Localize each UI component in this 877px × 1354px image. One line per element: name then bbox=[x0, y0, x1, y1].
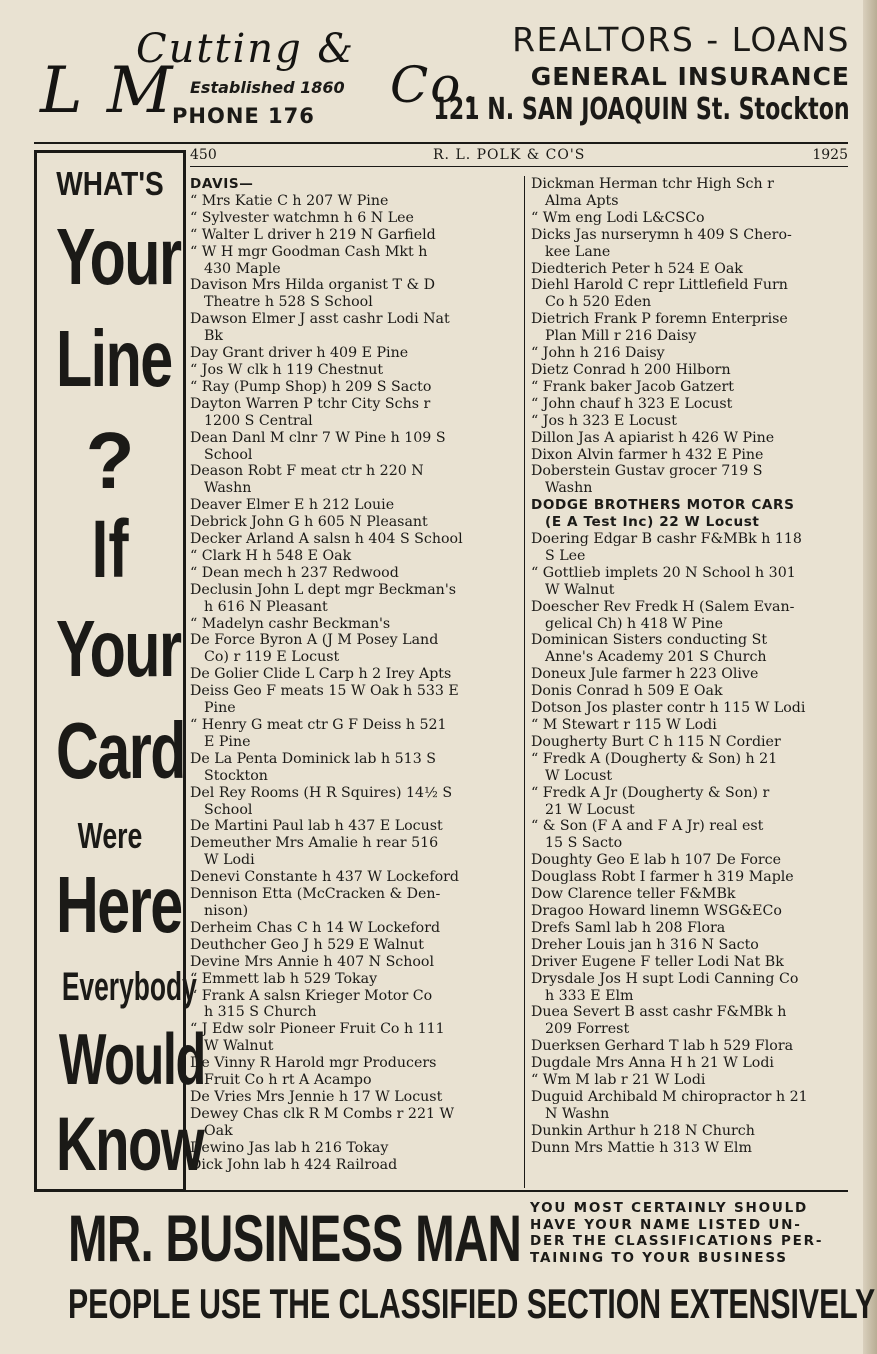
listing-text: Dow Clarence teller F&MBk bbox=[531, 886, 736, 903]
listing-text: “ Ray (Pump Shop) h 209 S Sacto bbox=[190, 378, 432, 395]
listing-text: “ Fredk A (Dougherty & Son) h 21 bbox=[531, 750, 778, 767]
listing-entry bbox=[190, 463, 520, 497]
ad-side-line: HAVE YOUR NAME LISTED UN- bbox=[530, 1216, 802, 1233]
listing-entry bbox=[531, 666, 851, 683]
listing-entry bbox=[531, 599, 851, 633]
listing-entry bbox=[531, 1089, 851, 1123]
listing-continuation: nison) bbox=[204, 902, 249, 919]
logo-cutting: Cutting & bbox=[136, 26, 355, 72]
listing-text: Dennison Etta (McCracken & Den- bbox=[190, 886, 441, 903]
realtors-loans-text: REALTORS - LOANS bbox=[512, 20, 850, 59]
listing-entry bbox=[531, 311, 851, 345]
listing-text: “ & Son (F A and F A Jr) real est bbox=[531, 818, 764, 835]
address-text: 121 N. SAN JOAQUIN St. Stockton bbox=[433, 92, 850, 127]
established-text: Established 1860 bbox=[190, 78, 345, 97]
listing-entry bbox=[190, 277, 520, 311]
listing-text: “ Emmett lab h 529 Tokay bbox=[190, 970, 378, 987]
phone-text: PHONE 176 bbox=[172, 104, 315, 128]
listing-entry bbox=[190, 497, 520, 514]
listing-text: Dugdale Mrs Anna H h 21 W Lodi bbox=[531, 1055, 774, 1072]
listing-text: Dunkin Arthur h 218 N Church bbox=[531, 1122, 755, 1139]
listing-continuation: Co h 520 Eden bbox=[545, 294, 652, 311]
listing-continuation: Fruit Co h rt A Acampo bbox=[204, 1072, 372, 1089]
listing-entry bbox=[190, 1021, 520, 1055]
listing-entry bbox=[531, 497, 851, 531]
listing-entry bbox=[531, 1055, 851, 1072]
listing-text: DODGE BROTHERS MOTOR CARS bbox=[531, 497, 795, 514]
listing-continuation: 1200 S Central bbox=[204, 412, 313, 429]
listing-text: Del Rey Rooms (H R Squires) 14½ S bbox=[190, 784, 453, 801]
listing-entry bbox=[531, 734, 851, 751]
listing-entry bbox=[190, 869, 520, 886]
running-head bbox=[190, 147, 848, 167]
listing-continuation: W Walnut bbox=[545, 581, 615, 598]
running-head-rule bbox=[190, 166, 848, 167]
listing-text: “ Mrs Katie C h 207 W Pine bbox=[190, 192, 389, 209]
listing-text: Dragoo Howard linemn WSG&ECo bbox=[531, 902, 782, 919]
listing-entry bbox=[531, 210, 851, 227]
listing-text: Duerksen Gerhard T lab h 529 Flora bbox=[531, 1038, 794, 1055]
directory-year: 1925 bbox=[812, 147, 848, 163]
listing-entry bbox=[190, 379, 520, 396]
ad-side-line: DER THE CLASSIFICATIONS PER- bbox=[530, 1233, 824, 1250]
listing-continuation: Anne's Academy 201 S Church bbox=[545, 649, 767, 666]
listing-entry bbox=[531, 1004, 851, 1038]
listing-entry bbox=[190, 548, 520, 565]
listing-entry bbox=[190, 666, 520, 683]
listing-entry bbox=[531, 1072, 851, 1089]
listing-text: Deuthcher Geo J h 529 E Walnut bbox=[190, 936, 424, 953]
listing-continuation: Bk bbox=[204, 328, 224, 345]
listing-text: Deiss Geo F meats 15 W Oak h 533 E bbox=[190, 683, 459, 700]
listing-continuation: Stockton bbox=[204, 767, 268, 784]
listing-entry bbox=[531, 785, 851, 819]
listing-entry bbox=[531, 818, 851, 852]
listing-text: Drefs Saml lab h 208 Flora bbox=[531, 919, 726, 936]
listing-text: Dixon Alvin farmer h 432 E Pine bbox=[531, 446, 764, 463]
listing-entry bbox=[531, 971, 851, 1005]
book-spine-shadow bbox=[863, 0, 877, 1354]
listing-entry bbox=[531, 463, 851, 497]
listing-continuation: kee Lane bbox=[545, 243, 611, 260]
listing-entry bbox=[531, 700, 851, 717]
bottom-advertisement bbox=[36, 1194, 876, 1344]
side-ad-word: Know bbox=[55, 1102, 204, 1187]
listing-entry bbox=[190, 683, 520, 717]
listing-text: “ Frank A salsn Krieger Motor Co bbox=[190, 987, 433, 1004]
ad-headline: MR. BUSINESS MAN bbox=[68, 1201, 522, 1275]
listing-continuation: Co) r 119 E Locust bbox=[204, 649, 340, 666]
listing-text: Driver Eugene F teller Lodi Nat Bk bbox=[531, 953, 784, 970]
right-listing-column bbox=[531, 176, 851, 1157]
listing-entry bbox=[531, 261, 851, 278]
listing-continuation: h 616 N Pleasant bbox=[204, 598, 328, 615]
listing-entry bbox=[190, 396, 520, 430]
listing-entry bbox=[190, 1055, 520, 1089]
listing-entry bbox=[190, 954, 520, 971]
listing-text: “ Walter L driver h 219 N Garfield bbox=[190, 226, 436, 243]
listing-continuation: Washn bbox=[545, 480, 593, 497]
listing-text: Dominican Sisters conducting St bbox=[531, 632, 768, 649]
listing-entry bbox=[531, 920, 851, 937]
listing-text: “ W H mgr Goodman Cash Mkt h bbox=[190, 243, 428, 260]
side-ad-word: Would bbox=[58, 1020, 205, 1100]
listing-text: Diehl Harold C repr Littlefield Furn bbox=[531, 277, 788, 294]
listing-entry bbox=[190, 1157, 520, 1174]
listing-text: Devine Mrs Annie h 407 N School bbox=[190, 953, 435, 970]
footer-rule bbox=[34, 1190, 848, 1192]
general-insurance-text: GENERAL INSURANCE bbox=[530, 62, 850, 91]
listing-entry bbox=[531, 1140, 851, 1157]
listing-continuation: 15 S Sacto bbox=[545, 835, 623, 852]
listing-text: “ John chauf h 323 E Locust bbox=[531, 395, 733, 412]
listing-text: Dreher Louis jan h 316 N Sacto bbox=[531, 936, 759, 953]
listing-text: “ Henry G meat ctr G F Deiss h 521 bbox=[190, 717, 447, 733]
listing-text: Doescher Rev Fredk H (Salem Evan- bbox=[531, 598, 795, 615]
listing-entry bbox=[531, 632, 851, 666]
listing-text: Dillon Jas A apiarist h 426 W Pine bbox=[531, 429, 775, 446]
listing-entry bbox=[190, 1089, 520, 1106]
side-ad-word: Your bbox=[55, 212, 181, 301]
listing-entry bbox=[190, 582, 520, 616]
listing-entry bbox=[531, 683, 851, 700]
listing-text: “ Fredk A Jr (Dougherty & Son) r bbox=[531, 784, 770, 801]
listing-text: Day Grant driver h 409 E Pine bbox=[190, 345, 409, 362]
listing-text: Dietrich Frank P foremn Enterprise bbox=[531, 311, 788, 328]
listing-entry bbox=[190, 937, 520, 954]
listing-continuation: h 333 E Elm bbox=[545, 987, 634, 1004]
listing-entry bbox=[190, 988, 520, 1022]
listing-text: Dickman Herman tchr High Sch r bbox=[531, 176, 774, 192]
listing-text: Dougherty Burt C h 115 N Cordier bbox=[531, 733, 781, 750]
listing-entry bbox=[190, 210, 520, 227]
side-advertisement bbox=[34, 150, 205, 1192]
listing-text: Deaver Elmer E h 212 Louie bbox=[190, 497, 395, 514]
listing-entry bbox=[531, 1123, 851, 1140]
ad-side-line: TAINING TO YOUR BUSINESS bbox=[530, 1249, 788, 1266]
listing-entry bbox=[190, 565, 520, 582]
listing-entry bbox=[531, 903, 851, 920]
listing-entry bbox=[531, 751, 851, 785]
listing-entry bbox=[531, 227, 851, 261]
side-ad-word: If bbox=[91, 504, 129, 595]
listing-entry bbox=[190, 751, 520, 785]
listing-text: Dick John lab h 424 Railroad bbox=[190, 1156, 398, 1173]
listing-text: De Vinny R Harold mgr Producers bbox=[190, 1055, 437, 1072]
listing-entry bbox=[531, 345, 851, 362]
listing-text: Derheim Chas C h 14 W Lockeford bbox=[190, 919, 441, 936]
listing-text: “ Jos h 323 E Locust bbox=[531, 412, 677, 429]
listing-continuation: School bbox=[204, 446, 253, 463]
listing-entry bbox=[190, 785, 520, 819]
listing-text: Douglass Robt I farmer h 319 Maple bbox=[531, 869, 794, 886]
listing-entry bbox=[531, 430, 851, 447]
listing-entry bbox=[190, 430, 520, 464]
listing-text: Declusin John L dept mgr Beckman's bbox=[190, 581, 456, 598]
side-ad-word: Line bbox=[55, 314, 172, 403]
page-number: 450 bbox=[190, 147, 217, 163]
listing-entry bbox=[190, 227, 520, 244]
listing-entry bbox=[531, 277, 851, 311]
listing-entry bbox=[531, 379, 851, 396]
listing-text: Donis Conrad h 509 E Oak bbox=[531, 683, 723, 700]
listing-entry bbox=[531, 447, 851, 464]
header-rule bbox=[34, 142, 848, 144]
listing-entry bbox=[190, 920, 520, 937]
listing-entry bbox=[531, 852, 851, 869]
listing-continuation: Washn bbox=[204, 480, 252, 497]
listing-entry bbox=[531, 362, 851, 379]
listing-text: DAVIS— bbox=[190, 176, 254, 192]
listing-text: “ John h 216 Daisy bbox=[531, 345, 665, 362]
listing-text: “ Dean mech h 237 Redwood bbox=[190, 564, 399, 581]
listing-text: Demeuther Mrs Amalie h rear 516 bbox=[190, 835, 439, 852]
listing-text: “ Jos W clk h 119 Chestnut bbox=[190, 361, 384, 378]
listing-entry bbox=[531, 937, 851, 954]
listing-text: “ Wm M lab r 21 W Lodi bbox=[531, 1072, 706, 1089]
listing-text: Dawson Elmer J asst cashr Lodi Nat bbox=[190, 311, 450, 328]
listing-continuation: W Lodi bbox=[204, 852, 255, 869]
listing-text: Duguid Archibald M chiropractor h 21 bbox=[531, 1088, 808, 1105]
listing-entry bbox=[531, 396, 851, 413]
listing-continuation: (E A Test Inc) 22 W Locust bbox=[545, 514, 760, 531]
logo-initials: L M bbox=[40, 54, 175, 128]
logo-co: Co. bbox=[390, 56, 480, 114]
listing-text: Dean Danl M clnr 7 W Pine h 109 S bbox=[190, 429, 446, 446]
listing-entry bbox=[190, 632, 520, 666]
ad-side-line: YOU MOST CERTAINLY SHOULD bbox=[530, 1200, 809, 1216]
listing-text: Dotson Jos plaster contr h 115 W Lodi bbox=[531, 700, 806, 717]
header-advertisement bbox=[30, 12, 850, 144]
listing-continuation: 209 Forrest bbox=[545, 1021, 630, 1038]
listing-text: Debrick John G h 605 N Pleasant bbox=[190, 514, 428, 531]
listing-text: “ Frank baker Jacob Gatzert bbox=[531, 378, 734, 395]
side-ad-word: Everybody bbox=[61, 965, 197, 1009]
listing-entry bbox=[531, 886, 851, 903]
listing-continuation: School bbox=[204, 801, 253, 818]
listing-continuation: 21 W Locust bbox=[545, 801, 635, 818]
listing-text: “ Gottlieb implets 20 N School h 301 bbox=[531, 564, 796, 581]
listing-continuation: W Walnut bbox=[204, 1038, 274, 1055]
listing-text: Denevi Constante h 437 W Lockeford bbox=[190, 869, 459, 886]
listing-text: Dicks Jas nurserymn h 409 S Chero- bbox=[531, 226, 792, 243]
listing-text: Doering Edgar B cashr F&MBk h 118 bbox=[531, 531, 802, 548]
listing-continuation: Plan Mill r 216 Daisy bbox=[545, 328, 697, 345]
listing-continuation: 430 Maple bbox=[204, 260, 281, 277]
listing-entry bbox=[190, 616, 520, 633]
listing-continuation: Pine bbox=[204, 700, 236, 717]
listing-entry bbox=[531, 531, 851, 565]
listing-text: Decker Arland A salsn h 404 S School bbox=[190, 531, 463, 548]
listing-text: Dunn Mrs Mattie h 313 W Elm bbox=[531, 1139, 752, 1156]
listing-text: “ Sylvester watchmn h 6 N Lee bbox=[190, 209, 414, 226]
listing-text: “ Wm eng Lodi L&CSCo bbox=[531, 209, 705, 226]
listing-text: “ Clark H h 548 E Oak bbox=[190, 547, 352, 564]
listing-entry bbox=[531, 717, 851, 734]
left-listing-column bbox=[190, 176, 520, 1173]
listing-text: Dewey Chas clk R M Combs r 221 W bbox=[190, 1105, 455, 1122]
listing-entry bbox=[190, 244, 520, 278]
listing-entry bbox=[531, 176, 851, 210]
listing-text: Doberstein Gustav grocer 719 S bbox=[531, 463, 763, 480]
listing-continuation: Oak bbox=[204, 1122, 233, 1139]
listing-entry bbox=[190, 311, 520, 345]
listing-entry bbox=[190, 717, 520, 751]
listing-continuation: W Locust bbox=[545, 767, 613, 784]
column-divider bbox=[524, 176, 525, 1188]
listing-text: Doughty Geo E lab h 107 De Force bbox=[531, 852, 781, 869]
listing-entry bbox=[190, 818, 520, 835]
listing-text: Davison Mrs Hilda organist T & D bbox=[190, 277, 435, 294]
listing-text: “ J Edw solr Pioneer Fruit Co h 111 bbox=[190, 1021, 445, 1038]
publisher-title: R. L. POLK & CO'S bbox=[433, 147, 586, 163]
listing-entry bbox=[190, 531, 520, 548]
listing-entry bbox=[190, 193, 520, 210]
listing-continuation: gelical Ch) h 418 W Pine bbox=[545, 615, 723, 632]
listing-text: De Vries Mrs Jennie h 17 W Locust bbox=[190, 1088, 443, 1105]
listing-text: “ Madelyn cashr Beckman's bbox=[190, 615, 391, 632]
listing-continuation: E Pine bbox=[204, 733, 251, 750]
listing-entry bbox=[190, 971, 520, 988]
listing-continuation: Alma Apts bbox=[545, 192, 619, 209]
listing-entry bbox=[190, 362, 520, 379]
listing-text: De Golier Clide L Carp h 2 Irey Apts bbox=[190, 666, 452, 683]
listing-text: De Force Byron A (J M Posey Land bbox=[190, 632, 439, 649]
ad-tagline: PEOPLE USE THE CLASSIFIED SECTION EXTENSIVELY bbox=[68, 1280, 876, 1327]
listing-continuation: N Washn bbox=[545, 1105, 610, 1122]
listing-entry bbox=[190, 345, 520, 362]
listing-text: Deason Robt F meat ctr h 220 N bbox=[190, 463, 424, 480]
listing-text: Diedterich Peter h 524 E Oak bbox=[531, 260, 743, 277]
listing-text: Dayton Warren P tchr City Schs r bbox=[190, 395, 431, 412]
side-ad-word: Were bbox=[77, 815, 143, 856]
side-ad-word: WHAT'S bbox=[56, 165, 164, 202]
listing-text: “ M Stewart r 115 W Lodi bbox=[531, 717, 717, 733]
listing-entry bbox=[531, 413, 851, 430]
ad-side-text bbox=[530, 1200, 836, 1266]
side-ad-word: Card bbox=[55, 706, 185, 795]
listing-entry bbox=[531, 869, 851, 886]
listing-text: De La Penta Dominick lab h 513 S bbox=[190, 750, 436, 767]
listing-continuation: S Lee bbox=[545, 547, 586, 564]
listing-entry bbox=[190, 514, 520, 531]
listing-entry bbox=[190, 1140, 520, 1157]
listing-continuation: Theatre h 528 S School bbox=[204, 294, 373, 311]
listing-entry bbox=[531, 1038, 851, 1055]
listing-text: Dewino Jas lab h 216 Tokay bbox=[190, 1139, 389, 1156]
listing-continuation: h 315 S Church bbox=[204, 1004, 317, 1021]
surname-heading bbox=[190, 176, 520, 193]
listing-text: Duea Severt B asst cashr F&MBk h bbox=[531, 1004, 787, 1021]
side-ad-word: Here bbox=[55, 860, 182, 949]
listing-text: De Martini Paul lab h 437 E Locust bbox=[190, 818, 443, 835]
listing-text: Doneux Jule farmer h 223 Olive bbox=[531, 666, 759, 683]
listing-entry bbox=[190, 835, 520, 869]
listing-entry bbox=[531, 565, 851, 599]
listing-entry bbox=[531, 954, 851, 971]
side-ad-word: Your bbox=[55, 604, 181, 693]
listing-text: Drysdale Jos H supt Lodi Canning Co bbox=[531, 970, 799, 987]
listing-entry bbox=[190, 1106, 520, 1140]
side-ad-word: ? bbox=[85, 416, 135, 505]
listing-text: Dietz Conrad h 200 Hilborn bbox=[531, 361, 731, 378]
listing-entry bbox=[190, 886, 520, 920]
